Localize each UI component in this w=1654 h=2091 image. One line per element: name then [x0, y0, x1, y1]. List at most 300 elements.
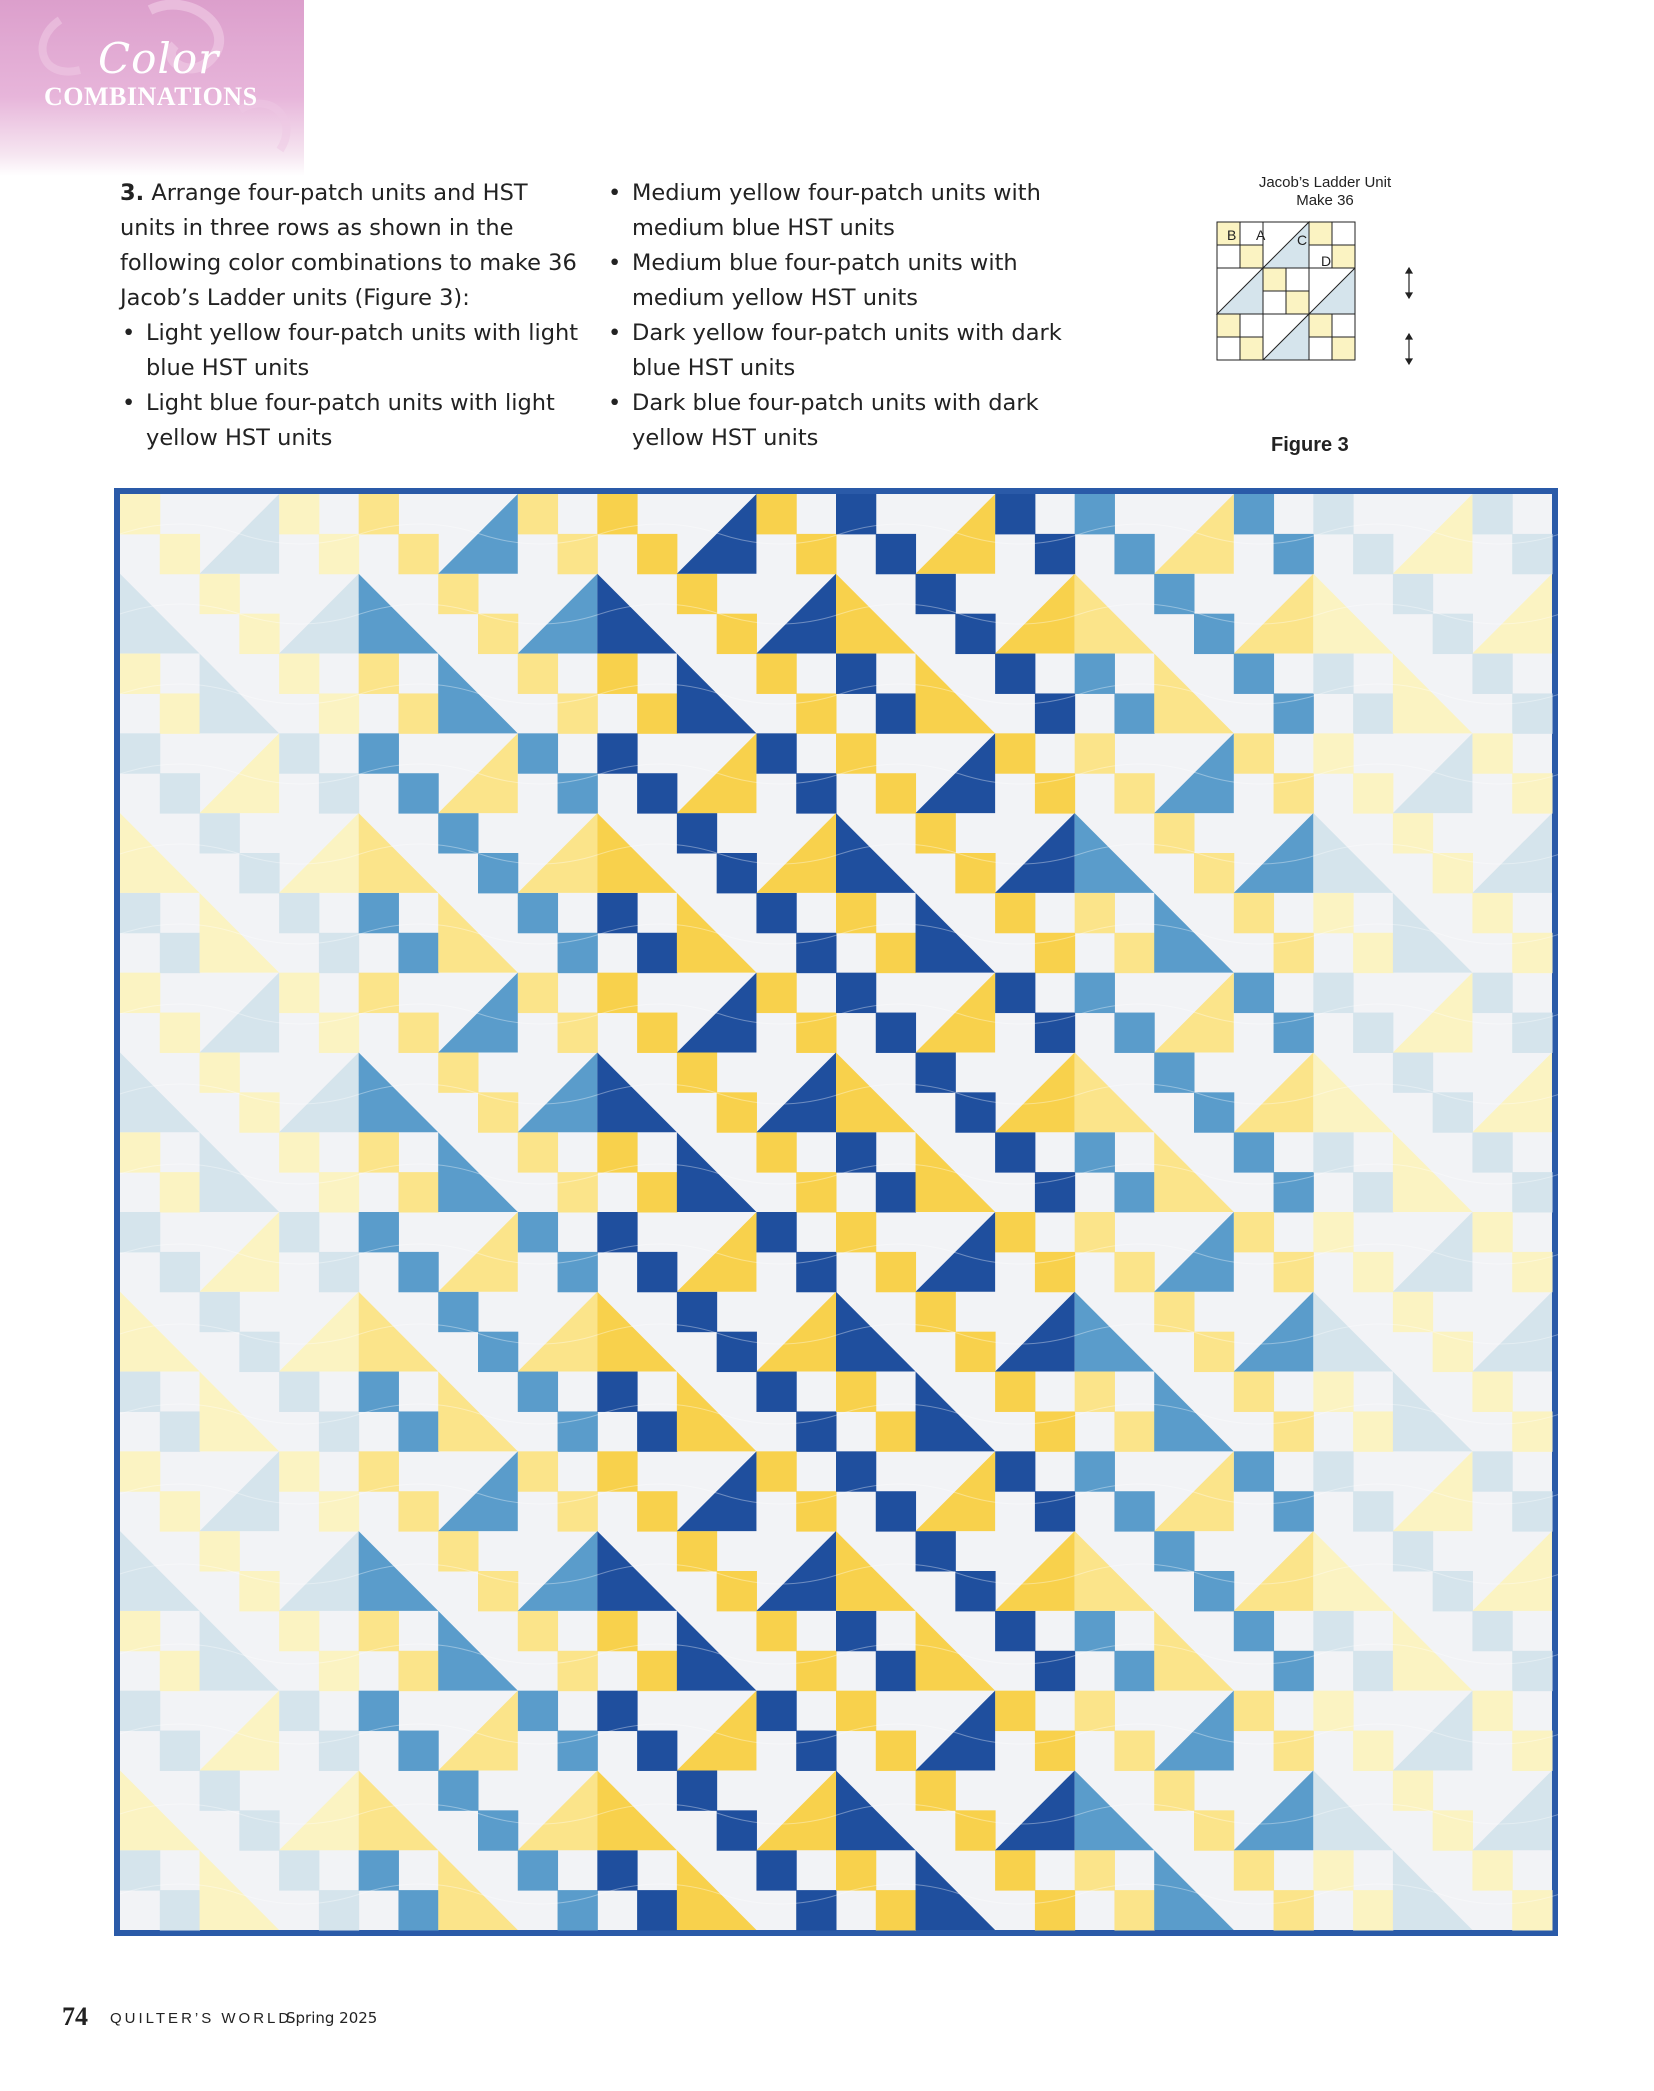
quilt-four-patch-square	[398, 1890, 438, 1930]
quilt-four-patch-square	[916, 1052, 956, 1092]
quilt-four-patch-square	[1114, 933, 1154, 973]
quilt-four-patch-square	[319, 1013, 359, 1053]
quilt-four-patch-square	[995, 1611, 1035, 1651]
quilt-four-patch-square	[120, 1691, 160, 1731]
quilt-four-patch-square	[518, 494, 558, 534]
quilt-four-patch-square	[1313, 733, 1353, 773]
quilt-four-patch-square	[717, 1332, 757, 1372]
quilt-four-patch-square	[239, 1571, 279, 1611]
diagram-square	[1332, 222, 1355, 245]
quilt-four-patch-square	[558, 773, 598, 813]
quilt-four-patch-square	[796, 933, 836, 973]
quilt-four-patch-square	[637, 933, 677, 973]
diagram-square	[1240, 245, 1263, 268]
quilt-four-patch-square	[359, 1691, 399, 1731]
quilt-four-patch-square	[1274, 693, 1314, 733]
header-caps-title: COMBINATIONS	[44, 82, 258, 111]
diagram-square	[1309, 314, 1332, 337]
quilt-four-patch-square	[876, 1172, 916, 1212]
quilt-four-patch-square	[1114, 1411, 1154, 1451]
quilt-four-patch-square	[1353, 1172, 1393, 1212]
quilt-four-patch-square	[279, 1372, 319, 1412]
quilt-four-patch-square	[1035, 693, 1075, 733]
quilt-four-patch-square	[398, 1411, 438, 1451]
quilt-four-patch-square	[1075, 654, 1115, 694]
quilt-four-patch-square	[120, 893, 160, 933]
list-item: • Dark yellow four-patch units with dark blue HST units	[606, 316, 1086, 386]
jacobs-ladder-unit-diagram	[1215, 220, 1455, 420]
quilt-four-patch-square	[995, 1212, 1035, 1252]
label-b: B	[1227, 227, 1237, 243]
quilt-four-patch-square	[359, 654, 399, 694]
quilt-four-patch-square	[279, 733, 319, 773]
diagram-square	[1309, 337, 1332, 360]
quilt-four-patch-square	[319, 933, 359, 973]
quilt-four-patch-square	[637, 534, 677, 574]
quilt-four-patch-square	[637, 693, 677, 733]
quilt-four-patch-square	[1274, 1651, 1314, 1691]
list-item: • Light yellow four-patch units with light blue HST units	[120, 316, 580, 386]
quilt-four-patch-square	[438, 1770, 478, 1810]
quilt-four-patch-square	[1353, 1651, 1393, 1691]
quilt-four-patch-square	[597, 893, 637, 933]
quilt-four-patch-square	[279, 1611, 319, 1651]
arrowhead-icon	[1406, 359, 1412, 364]
bullet-list-2	[606, 176, 1086, 456]
quilt-four-patch-square	[796, 693, 836, 733]
quilt-four-patch-square	[319, 1491, 359, 1531]
quilt-four-patch-square	[1035, 773, 1075, 813]
quilt-four-patch-square	[1035, 534, 1075, 574]
quilt-four-patch-square	[1512, 534, 1552, 574]
quilt-four-patch-square	[1114, 1651, 1154, 1691]
quilt-four-patch-square	[279, 973, 319, 1013]
quilt-four-patch-square	[1035, 1890, 1075, 1930]
quilt-four-patch-square	[637, 1890, 677, 1930]
diagram-cells	[1217, 222, 1355, 360]
quilt-four-patch-square	[160, 1411, 200, 1451]
quilt-four-patch-square	[1433, 614, 1473, 654]
quilt-four-patch-square	[1234, 1132, 1274, 1172]
bullet-list-1	[120, 316, 580, 456]
quilt-four-patch-square	[558, 1411, 598, 1451]
quilt-four-patch-square	[1234, 733, 1274, 773]
quilt-four-patch-square	[637, 1013, 677, 1053]
quilt-four-patch-square	[1234, 654, 1274, 694]
quilt-four-patch-square	[1472, 1132, 1512, 1172]
magazine-name: QUILTER’S WORLD	[110, 2010, 293, 2027]
quilt-four-patch-square	[160, 773, 200, 813]
quilt-four-patch-square	[995, 1372, 1035, 1412]
diagram-square	[1240, 314, 1263, 337]
quilt-four-patch-square	[518, 1212, 558, 1252]
quilt-four-patch-square	[637, 1651, 677, 1691]
quilt-four-patch-square	[1433, 1092, 1473, 1132]
quilt-four-patch-square	[717, 1810, 757, 1850]
quilt-four-patch-square	[1075, 1850, 1115, 1890]
quilt-four-patch-square	[359, 733, 399, 773]
quilt-four-patch-square	[279, 893, 319, 933]
quilt-four-patch-square	[558, 1491, 598, 1531]
quilt-four-patch-square	[160, 1252, 200, 1292]
quilt-four-patch-square	[558, 1013, 598, 1053]
quilt-four-patch-square	[558, 1172, 598, 1212]
diagram-square	[1286, 291, 1309, 314]
quilt-four-patch-square	[876, 1013, 916, 1053]
quilt-four-patch-square	[836, 1611, 876, 1651]
quilt-four-patch-square	[1472, 494, 1512, 534]
quilt-four-patch-square	[1353, 1731, 1393, 1771]
quilt-four-patch-square	[995, 1850, 1035, 1890]
quilt-four-patch-square	[1353, 1252, 1393, 1292]
quilt-four-patch-square	[1114, 1491, 1154, 1531]
quilt-four-patch-square	[756, 1850, 796, 1890]
quilt-photo	[114, 488, 1558, 1936]
quilt-four-patch-square	[478, 1092, 518, 1132]
quilt-four-patch-square	[1472, 1212, 1512, 1252]
quilt-four-patch-square	[637, 1411, 677, 1451]
quilt-four-patch-square	[359, 1132, 399, 1172]
quilt-four-patch-square	[1472, 1372, 1512, 1412]
diagram-square	[1309, 222, 1332, 245]
quilt-four-patch-square	[1274, 534, 1314, 574]
quilt-four-patch-square	[1274, 1013, 1314, 1053]
quilt-four-patch-square	[836, 893, 876, 933]
quilt-four-patch-square	[876, 1491, 916, 1531]
quilt-four-patch-square	[1234, 973, 1274, 1013]
quilt-four-patch-square	[876, 534, 916, 574]
quilt-four-patch-square	[1512, 1651, 1552, 1691]
quilt-four-patch-square	[1114, 1252, 1154, 1292]
quilt-four-patch-square	[120, 973, 160, 1013]
arrowhead-icon	[1406, 293, 1412, 298]
quilt-four-patch-square	[637, 1491, 677, 1531]
quilt-four-patch-square	[518, 1691, 558, 1731]
quilt-four-patch-square	[438, 1052, 478, 1092]
header-script-title: Color	[98, 34, 220, 83]
diagram-square	[1263, 291, 1286, 314]
quilt-four-patch-square	[677, 1052, 717, 1092]
diagram-square	[1217, 245, 1240, 268]
quilt-four-patch-square	[1353, 534, 1393, 574]
quilt-four-patch-square	[120, 1850, 160, 1890]
quilt-four-patch-square	[239, 1092, 279, 1132]
quilt-four-patch-square	[637, 1172, 677, 1212]
quilt-four-patch-square	[1313, 1850, 1353, 1890]
quilt-four-patch-square	[1194, 1571, 1234, 1611]
quilt-four-patch-square	[558, 693, 598, 733]
quilt-four-patch-square	[1234, 1212, 1274, 1252]
quilt-four-patch-square	[1194, 614, 1234, 654]
quilt-four-patch-square	[876, 1411, 916, 1451]
quilt-four-patch-square	[1313, 1372, 1353, 1412]
quilt-four-patch-square	[995, 1691, 1035, 1731]
quilt-four-patch-square	[876, 933, 916, 973]
quilt-four-patch-square	[200, 1052, 240, 1092]
quilt-four-patch-square	[955, 614, 995, 654]
quilt-four-patch-square	[876, 1252, 916, 1292]
quilt-four-patch-square	[1234, 893, 1274, 933]
quilt-four-patch-square	[398, 773, 438, 813]
step-number: 3.	[120, 180, 145, 206]
quilt-four-patch-square	[876, 1890, 916, 1930]
list-item: • Dark blue four-patch units with dark yellow HST units	[606, 386, 1086, 456]
quilt-four-patch-square	[1114, 534, 1154, 574]
quilt-four-patch-square	[319, 1172, 359, 1212]
quilt-four-patch-square	[558, 933, 598, 973]
quilt-four-patch-square	[1274, 773, 1314, 813]
quilt-four-patch-square	[478, 1571, 518, 1611]
quilt-four-patch-square	[1472, 1451, 1512, 1491]
quilt-four-patch-square	[1313, 1691, 1353, 1731]
quilt-four-patch-square	[438, 813, 478, 853]
label-c: C	[1297, 232, 1308, 248]
quilt-four-patch-square	[160, 1491, 200, 1531]
quilt-four-patch-square	[1194, 853, 1234, 893]
quilt-four-patch-square	[1114, 1890, 1154, 1930]
quilt-four-patch-square	[836, 733, 876, 773]
quilt-four-patch-square	[1114, 1013, 1154, 1053]
quilt-four-patch-square	[995, 733, 1035, 773]
quilt-four-patch-square	[1433, 1810, 1473, 1850]
quilt-four-patch-square	[1234, 494, 1274, 534]
quilt-four-patch-square	[518, 893, 558, 933]
quilt-four-patch-square	[1313, 1212, 1353, 1252]
quilt-four-patch-square	[279, 1691, 319, 1731]
quilt-four-patch-square	[1035, 1731, 1075, 1771]
figure-title-line-2: Make 36	[1296, 192, 1354, 209]
quilt-four-patch-square	[478, 1810, 518, 1850]
quilt-four-patch-square	[637, 773, 677, 813]
quilt-four-patch-square	[1512, 693, 1552, 733]
quilt-four-patch-square	[597, 733, 637, 773]
quilt-four-patch-square	[200, 1770, 240, 1810]
quilt-four-patch-square	[398, 1172, 438, 1212]
quilt-four-patch-square	[200, 813, 240, 853]
quilt-four-patch-square	[279, 1850, 319, 1890]
quilt-four-patch-square	[359, 973, 399, 1013]
quilt-four-patch-square	[1075, 1451, 1115, 1491]
quilt-four-patch-square	[756, 494, 796, 534]
quilt-four-patch-square	[995, 654, 1035, 694]
quilt-four-patch-square	[796, 1890, 836, 1930]
quilt-four-patch-square	[398, 1731, 438, 1771]
diagram-square	[1217, 337, 1240, 360]
quilt-four-patch-square	[1353, 1890, 1393, 1930]
quilt-four-patch-square	[836, 1451, 876, 1491]
quilt-four-patch-square	[1234, 1611, 1274, 1651]
quilt-four-patch-square	[597, 1611, 637, 1651]
quilt-four-patch-square	[1472, 1611, 1512, 1651]
quilt-four-patch-square	[518, 1611, 558, 1651]
issue-date: Spring 2025	[286, 2009, 378, 2027]
quilt-four-patch-square	[916, 574, 956, 614]
quilt-four-patch-square	[319, 1651, 359, 1691]
quilt-four-patch-square	[756, 1372, 796, 1412]
diagram-square	[1286, 268, 1309, 291]
quilt-four-patch-square	[1234, 1850, 1274, 1890]
quilt-four-patch-square	[756, 654, 796, 694]
quilt-four-patch-square	[876, 1731, 916, 1771]
quilt-four-patch-square	[995, 1451, 1035, 1491]
quilt-four-patch-square	[160, 1013, 200, 1053]
quilt-four-patch-square	[398, 1651, 438, 1691]
quilt-four-patch-square	[1035, 933, 1075, 973]
quilt-four-patch-square	[398, 1252, 438, 1292]
arrowhead-icon	[1406, 334, 1412, 339]
quilt-four-patch-square	[398, 693, 438, 733]
quilt-four-patch-square	[1313, 494, 1353, 534]
quilt-four-patch-square	[836, 1691, 876, 1731]
arrowhead-icon	[1406, 268, 1412, 273]
quilt-four-patch-square	[1313, 1451, 1353, 1491]
quilt-four-patch-square	[1114, 693, 1154, 733]
quilt-four-patch-square	[717, 614, 757, 654]
quilt-four-patch-square	[1353, 933, 1393, 973]
quilt-four-patch-square	[279, 654, 319, 694]
quilt-four-patch-square	[756, 1212, 796, 1252]
quilt-four-patch-square	[239, 1810, 279, 1850]
quilt-four-patch-square	[1035, 1252, 1075, 1292]
quilt-four-patch-square	[1035, 1013, 1075, 1053]
quilt-four-patch-square	[160, 933, 200, 973]
diagram-square	[1332, 245, 1355, 268]
quilt-four-patch-square	[1313, 1611, 1353, 1651]
figure-caption: Figure 3	[1271, 434, 1349, 456]
diagram-square	[1332, 314, 1355, 337]
quilt-four-patch-square	[756, 1691, 796, 1731]
quilt-four-patch-square	[160, 1731, 200, 1771]
quilt-four-patch-square	[1512, 1491, 1552, 1531]
quilt-four-patch-square	[1512, 1890, 1552, 1930]
quilt-four-patch-square	[756, 893, 796, 933]
quilt-four-patch-square	[1274, 1890, 1314, 1930]
quilt-four-patch-square	[756, 1451, 796, 1491]
quilt-four-patch-square	[796, 773, 836, 813]
quilt-four-patch-square	[398, 1013, 438, 1053]
quilt-four-patch-square	[160, 1651, 200, 1691]
quilt-four-patch-square	[1353, 1491, 1393, 1531]
quilt-four-patch-square	[518, 1132, 558, 1172]
quilt-four-patch-square	[597, 654, 637, 694]
quilt-four-patch-square	[1194, 1810, 1234, 1850]
quilt-four-patch-square	[518, 973, 558, 1013]
quilt-four-patch-square	[677, 1292, 717, 1332]
list-item: • Medium blue four-patch units with medium yellow HST units	[606, 246, 1086, 316]
quilt-four-patch-square	[597, 1451, 637, 1491]
quilt-four-patch-square	[677, 1770, 717, 1810]
quilt-four-patch-square	[597, 973, 637, 1013]
quilt-four-patch-square	[995, 494, 1035, 534]
quilt-four-patch-square	[319, 1411, 359, 1451]
diagram-square	[1240, 337, 1263, 360]
quilt-four-patch-square	[518, 733, 558, 773]
label-a: A	[1256, 227, 1266, 243]
quilt-four-patch-square	[1154, 1292, 1194, 1332]
diagram-square	[1332, 337, 1355, 360]
instructions-column-1	[120, 176, 580, 456]
quilt-four-patch-square	[756, 973, 796, 1013]
quilt-four-patch-square	[1234, 1691, 1274, 1731]
quilt-four-patch-square	[597, 494, 637, 534]
quilt-four-patch-square	[398, 933, 438, 973]
quilt-four-patch-square	[398, 534, 438, 574]
quilt-four-patch-square	[1274, 1731, 1314, 1771]
quilt-four-patch-square	[120, 733, 160, 773]
quilt-four-patch-square	[120, 1611, 160, 1651]
quilt-four-patch-square	[359, 893, 399, 933]
step-3-paragraph	[120, 176, 580, 316]
quilt-four-patch-square	[597, 1691, 637, 1731]
diagram-square	[1263, 268, 1286, 291]
quilt-four-patch-square	[995, 1132, 1035, 1172]
quilt-four-patch-square	[1114, 773, 1154, 813]
quilt-four-patch-square	[1393, 574, 1433, 614]
quilt-four-patch-square	[1472, 1850, 1512, 1890]
diagram-square	[1217, 314, 1240, 337]
quilt-four-patch-square	[359, 1611, 399, 1651]
quilt-four-patch-square	[756, 1611, 796, 1651]
quilt-four-patch-square	[319, 1252, 359, 1292]
quilt-four-patch-square	[160, 693, 200, 733]
quilt-four-patch-square	[836, 654, 876, 694]
quilt-four-patch-square	[876, 1651, 916, 1691]
page-number: 74	[62, 2002, 88, 2031]
quilt-four-patch-square	[876, 773, 916, 813]
quilt-four-patch-square	[279, 1451, 319, 1491]
quilt-four-patch-square	[558, 1252, 598, 1292]
quilt-four-patch-square	[916, 1292, 956, 1332]
quilt-four-patch-square	[1075, 733, 1115, 773]
quilt-four-patch-square	[597, 1850, 637, 1890]
list-item: • Light blue four-patch units with light yellow HST units	[120, 386, 580, 456]
quilt-four-patch-square	[836, 494, 876, 534]
quilt-four-patch-square	[955, 1810, 995, 1850]
quilt-four-patch-square	[239, 1332, 279, 1372]
figure-title	[1215, 174, 1435, 210]
quilt-four-patch-square	[916, 1770, 956, 1810]
quilt-four-patch-square	[876, 693, 916, 733]
quilt-four-patch-square	[1234, 1451, 1274, 1491]
quilt-four-patch-square	[1313, 654, 1353, 694]
quilt-four-patch-square	[1075, 1611, 1115, 1651]
quilt-four-patch-square	[279, 1212, 319, 1252]
quilt-four-patch-square	[518, 1451, 558, 1491]
quilt-four-patch-square	[955, 853, 995, 893]
quilt-four-patch-square	[1353, 1411, 1393, 1451]
quilt-four-patch-square	[1472, 973, 1512, 1013]
step-text: Arrange four-patch units and HST units in three rows as shown in the following color combinations to make 36 Jacob’s Ladder units (Figure 3):	[120, 180, 577, 311]
quilt-four-patch-square	[1512, 1013, 1552, 1053]
quilt-four-patch-square	[398, 1491, 438, 1531]
quilt-four-patch-square	[359, 1850, 399, 1890]
quilt-four-patch-square	[1472, 893, 1512, 933]
quilt-four-patch-square	[1472, 733, 1512, 773]
quilt-four-patch-square	[717, 1571, 757, 1611]
quilt-four-patch-square	[796, 1252, 836, 1292]
quilt-four-patch-square	[1472, 1691, 1512, 1731]
quilt-four-patch-square	[518, 654, 558, 694]
quilt-four-patch-square	[796, 1013, 836, 1053]
quilt-four-patch-square	[160, 1172, 200, 1212]
quilt-four-patch-square	[478, 1332, 518, 1372]
quilt-four-patch-square	[637, 1731, 677, 1771]
quilt-four-patch-square	[1353, 693, 1393, 733]
quilt-four-patch-square	[955, 1332, 995, 1372]
quilt-four-patch-square	[478, 614, 518, 654]
quilt-four-patch-square	[120, 1132, 160, 1172]
quilt-four-patch-square	[1114, 1731, 1154, 1771]
